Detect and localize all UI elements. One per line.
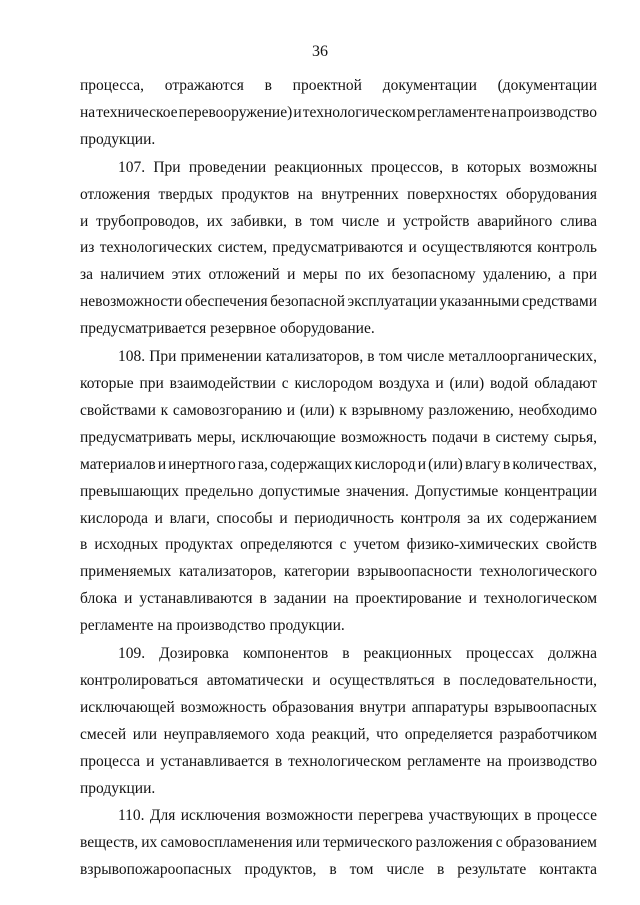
text-line: продукции. bbox=[80, 130, 156, 148]
paragraph-110 bbox=[80, 803, 597, 884]
text-line: предусматривать меры, исключающие возможность подачи в систему сырья, bbox=[80, 428, 597, 446]
text-line: на техническое перевооружение) и технологическом регламенте на производство bbox=[80, 103, 597, 121]
text-line: регламенте на производство продукции. bbox=[80, 617, 345, 635]
document-body bbox=[80, 73, 597, 884]
text-line: которые при взаимодействии с кислородом воздуха и (или) водой обладают bbox=[80, 374, 597, 392]
text-line: продукции. bbox=[80, 779, 156, 797]
text-line: 108. При применении катализаторов, в том числе металлоорганических, bbox=[118, 348, 597, 366]
text-line: взрывопожароопасных продуктов, в том числе в результате контакта bbox=[80, 861, 597, 879]
text-line: контролироваться автоматически и осуществляться в последовательности, bbox=[80, 671, 597, 689]
text-line: блока и устанавливаются в задании на проектирование и технологическом bbox=[80, 590, 597, 608]
text-line: невозможности обеспечения безопасной эксплуатации указанными средствами bbox=[80, 293, 597, 311]
text-line: свойствами к самовозгоранию и (или) к взрывному разложению, необходимо bbox=[80, 401, 597, 419]
paragraph-108 bbox=[80, 344, 597, 640]
text-line: применяемых катализаторов, категории взрывоопасности технологического bbox=[80, 563, 597, 581]
text-line: смесей или неуправляемого хода реакций, что определяется разработчиком bbox=[80, 725, 597, 743]
paragraph-107 bbox=[80, 155, 597, 343]
text-line: кислорода и влаги, способы и периодичность контроля за их содержанием bbox=[80, 509, 597, 527]
text-line: материалов и инертного газа, содержащих кислород и (или) влагу в количествах, bbox=[80, 455, 597, 473]
paragraph-continuation bbox=[80, 73, 597, 154]
text-line: веществ, их самовоспламенения или термического разложения с образованием bbox=[80, 834, 597, 852]
text-line: из технологических систем, предусматриваются и осуществляются контроль bbox=[80, 239, 597, 257]
text-line: превышающих предельно допустимые значения. Допустимые концентрации bbox=[80, 482, 597, 500]
text-line: 109. Дозировка компонентов в реакционных процессах должна bbox=[118, 645, 597, 663]
text-line: процесса и устанавливается в технологическом регламенте на производство bbox=[80, 752, 597, 770]
text-line: процесса, отражаются в проектной документации (документации bbox=[80, 77, 597, 94]
page-number: 36 bbox=[312, 43, 328, 60]
text-line: в исходных продуктах определяются с учетом физико-химических свойств bbox=[80, 536, 597, 554]
text-line: за наличием этих отложений и меры по их безопасному удалению, а при bbox=[80, 266, 597, 284]
text-line: исключающей возможность образования внутри аппаратуры взрывоопасных bbox=[80, 698, 597, 716]
text-line: 107. При проведении реакционных процессов, в которых возможны bbox=[118, 158, 597, 176]
text-line: предусматривается резервное оборудование. bbox=[80, 320, 375, 338]
text-line: 110. Для исключения возможности перегрева участвующих в процессе bbox=[118, 807, 597, 825]
text-line: и трубопроводов, их забивки, в том числе и устройств аварийного слива bbox=[80, 212, 597, 230]
text-line: отложения твердых продуктов на внутренних поверхностях оборудования bbox=[80, 185, 597, 203]
paragraph-109 bbox=[80, 641, 597, 802]
